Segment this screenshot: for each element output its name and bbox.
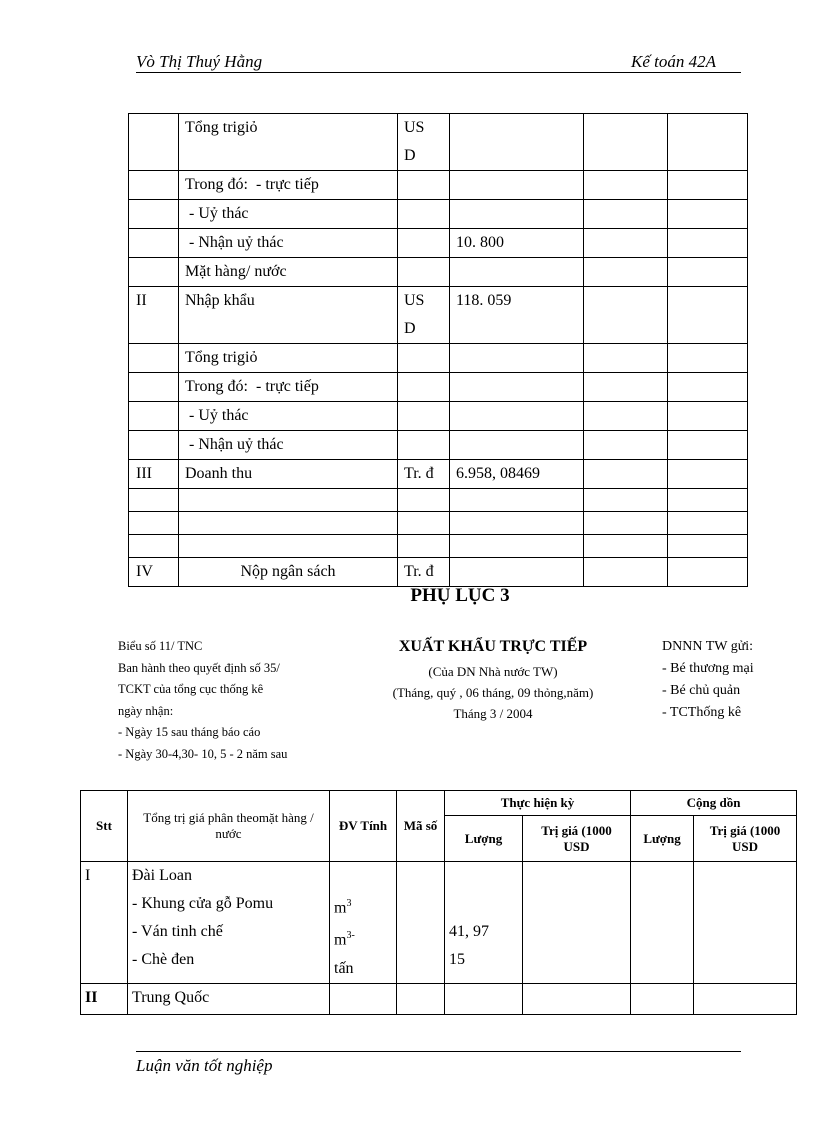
row-item: Mặt hàng/ nước <box>179 258 398 287</box>
qty-value: 15 <box>449 951 465 968</box>
empty-cell <box>179 535 398 558</box>
empty-cell <box>668 258 748 287</box>
empty-cell <box>584 258 668 287</box>
report-heading <box>358 636 628 724</box>
empty-cell <box>668 344 748 373</box>
recipients-heading: DNNN TW gửi: <box>662 639 754 654</box>
row-number <box>129 344 179 373</box>
empty-cell <box>129 512 179 535</box>
row-stt: I <box>81 862 128 984</box>
country-name: Trung Quốc <box>128 983 330 1014</box>
empty-cell <box>129 535 179 558</box>
row-number <box>129 373 179 402</box>
table-row <box>129 373 748 402</box>
row-value: 10. 800 <box>450 229 584 258</box>
unit-sup: 3 <box>346 898 352 909</box>
unit-value: tấn <box>334 959 354 977</box>
row-item: - Nhận uỷ thác <box>179 229 398 258</box>
export-table <box>80 790 797 1015</box>
table-row <box>129 558 748 587</box>
empty-cell <box>450 489 584 512</box>
empty-cell <box>584 460 668 489</box>
empty-cell <box>398 535 450 558</box>
form-info <box>118 636 287 765</box>
blank-row <box>129 512 748 535</box>
row-value <box>450 344 584 373</box>
empty-cell <box>668 229 748 258</box>
row-unit <box>398 171 450 200</box>
row-value <box>450 431 584 460</box>
recipients <box>662 636 754 724</box>
row-units <box>330 862 397 984</box>
col-unit: ĐV Tính <box>330 791 397 862</box>
col-cum-qty: Lượng <box>631 816 694 862</box>
row-code <box>397 862 445 984</box>
report-period: (Tháng, quý , 06 tháng, 09 thỏng,năm) <box>392 685 594 700</box>
row-number: III <box>129 460 179 489</box>
empty-cell <box>668 535 748 558</box>
row-value: 6.958, 08469 <box>450 460 584 489</box>
row-item: Nhập khẩu <box>179 287 398 344</box>
row-value <box>450 558 584 587</box>
row-unit: US D <box>398 114 450 171</box>
row-number <box>129 402 179 431</box>
row-unit: Tr. đ <box>398 460 450 489</box>
empty-cell <box>584 114 668 171</box>
product-name: - Chè đen <box>132 951 195 968</box>
country-name: Đài Loan <box>132 867 192 884</box>
table-row <box>129 114 748 171</box>
col-period-qty: Lượng <box>445 816 523 862</box>
unit-value: m <box>334 899 347 917</box>
col-cumulative: Cộng dồn <box>631 791 797 816</box>
form-info-line: TCKT của tổng cục thống kê <box>118 682 264 696</box>
row-number <box>129 258 179 287</box>
row-cum-value <box>694 862 797 984</box>
table-row <box>129 171 748 200</box>
row-item: Trong đó: - trực tiếp <box>179 171 398 200</box>
row-number <box>129 229 179 258</box>
product-name: - Khung cửa gỗ Pomu <box>132 895 274 912</box>
row-unit <box>398 373 450 402</box>
blank-row <box>129 489 748 512</box>
empty-cell <box>450 535 584 558</box>
header-class: Kế toán 42A <box>631 52 716 71</box>
row-item: Trong đó: - trực tiếp <box>179 373 398 402</box>
empty-cell <box>668 489 748 512</box>
unit-sup: 3- <box>346 930 355 942</box>
header-rule <box>136 72 741 73</box>
footer-text: Luận văn tốt nghiệp <box>136 1056 273 1075</box>
recipient: - Bé thương mại <box>662 661 754 676</box>
row-stt: II <box>81 983 128 1014</box>
row-unit: US D <box>398 287 450 344</box>
row-unit <box>398 258 450 287</box>
row-item: Nộp ngân sách <box>179 558 398 587</box>
row-unit <box>398 229 450 258</box>
table-row <box>129 431 748 460</box>
empty-cell <box>668 373 748 402</box>
row-item: Doanh thu <box>179 460 398 489</box>
row-item: Tổng trigiỏ <box>179 344 398 373</box>
empty-cell <box>668 114 748 171</box>
empty-cell <box>668 287 748 344</box>
row-item: - Uỷ thác <box>179 402 398 431</box>
table-row <box>129 258 748 287</box>
empty-cell <box>584 200 668 229</box>
empty-cell <box>668 512 748 535</box>
row-value <box>450 402 584 431</box>
header-author: Vò Thị Thuý Hằng <box>136 52 263 71</box>
table-row <box>129 402 748 431</box>
empty-cell <box>584 558 668 587</box>
form-info-line: Ban hành theo quyết định số 35/ <box>118 660 280 675</box>
footer-rule <box>136 1051 741 1052</box>
empty-cell <box>584 512 668 535</box>
row-unit <box>398 200 450 229</box>
col-period: Thực hiện kỳ <box>445 791 631 816</box>
row-number <box>129 431 179 460</box>
table-row <box>129 460 748 489</box>
row-value <box>450 258 584 287</box>
empty-cell <box>584 402 668 431</box>
statistics-table <box>128 113 748 587</box>
row-number: IV <box>129 558 179 587</box>
row-unit <box>398 431 450 460</box>
empty-cell <box>584 431 668 460</box>
col-period-value: Trị giá (1000 USD <box>523 816 631 862</box>
row-items <box>128 862 330 984</box>
report-title: XUẤT KHẨU TRỰC TIẾP <box>398 638 588 655</box>
blank-row <box>129 535 748 558</box>
table-row <box>129 200 748 229</box>
empty-cell <box>668 460 748 489</box>
col-cum-value: Trị giá (1000 USD <box>694 816 797 862</box>
row-value <box>450 114 584 171</box>
empty-cell <box>398 489 450 512</box>
empty-cell <box>668 558 748 587</box>
unit-value: m <box>334 931 347 949</box>
form-info-line: - Ngày 15 sau tháng báo cáo <box>118 725 261 739</box>
empty-cell <box>584 287 668 344</box>
row-value <box>523 862 631 984</box>
form-info-line: - Ngày 30-4,30- 10, 5 - 2 năm sau <box>118 746 288 761</box>
empty-cell <box>584 344 668 373</box>
row-unit <box>398 344 450 373</box>
empty-cell <box>668 171 748 200</box>
empty-cell <box>584 489 668 512</box>
recipient: - Bé chủ quản <box>662 683 741 698</box>
table-row <box>129 344 748 373</box>
table-row <box>129 287 748 344</box>
empty-cell <box>179 512 398 535</box>
row-item: Tổng trigiỏ <box>179 114 398 171</box>
col-item: Tổng trị giá phân theomặt hàng / nước <box>128 791 330 862</box>
row-item: - Uỷ thác <box>179 200 398 229</box>
appendix-title: PHỤ LỤC 3 <box>410 585 510 606</box>
empty-cell <box>584 229 668 258</box>
report-subtitle: (Của DN Nhà nước TW) <box>428 664 558 679</box>
empty-cell <box>450 512 584 535</box>
form-info-line: ngày nhận: <box>118 703 174 718</box>
empty-cell <box>668 200 748 229</box>
row-cum-qty <box>631 862 694 984</box>
row-number <box>129 171 179 200</box>
qty-value: 41, 97 <box>449 923 489 940</box>
empty-cell <box>668 402 748 431</box>
empty-cell <box>584 373 668 402</box>
col-code: Mã số <box>397 791 445 862</box>
row-item: - Nhận uỷ thác <box>179 431 398 460</box>
empty-cell <box>129 489 179 512</box>
recipient: - TCThống kê <box>662 705 742 720</box>
row-value: 118. 059 <box>450 287 584 344</box>
empty-cell <box>668 431 748 460</box>
product-name: - Ván tinh chế <box>132 923 223 940</box>
empty-cell <box>179 489 398 512</box>
empty-cell <box>584 535 668 558</box>
row-number <box>129 200 179 229</box>
row-qty <box>445 862 523 984</box>
row-value <box>450 373 584 402</box>
row-value <box>450 200 584 229</box>
col-stt: Stt <box>81 791 128 862</box>
form-info-line: Biểu số 11/ TNC <box>118 639 203 653</box>
row-unit: Tr. đ <box>398 558 450 587</box>
row-number: II <box>129 287 179 344</box>
empty-cell <box>398 512 450 535</box>
empty-cell <box>584 171 668 200</box>
table-row <box>129 229 748 258</box>
row-value <box>450 171 584 200</box>
report-date: Tháng 3 / 2004 <box>453 706 533 721</box>
row-unit <box>398 402 450 431</box>
row-number <box>129 114 179 171</box>
